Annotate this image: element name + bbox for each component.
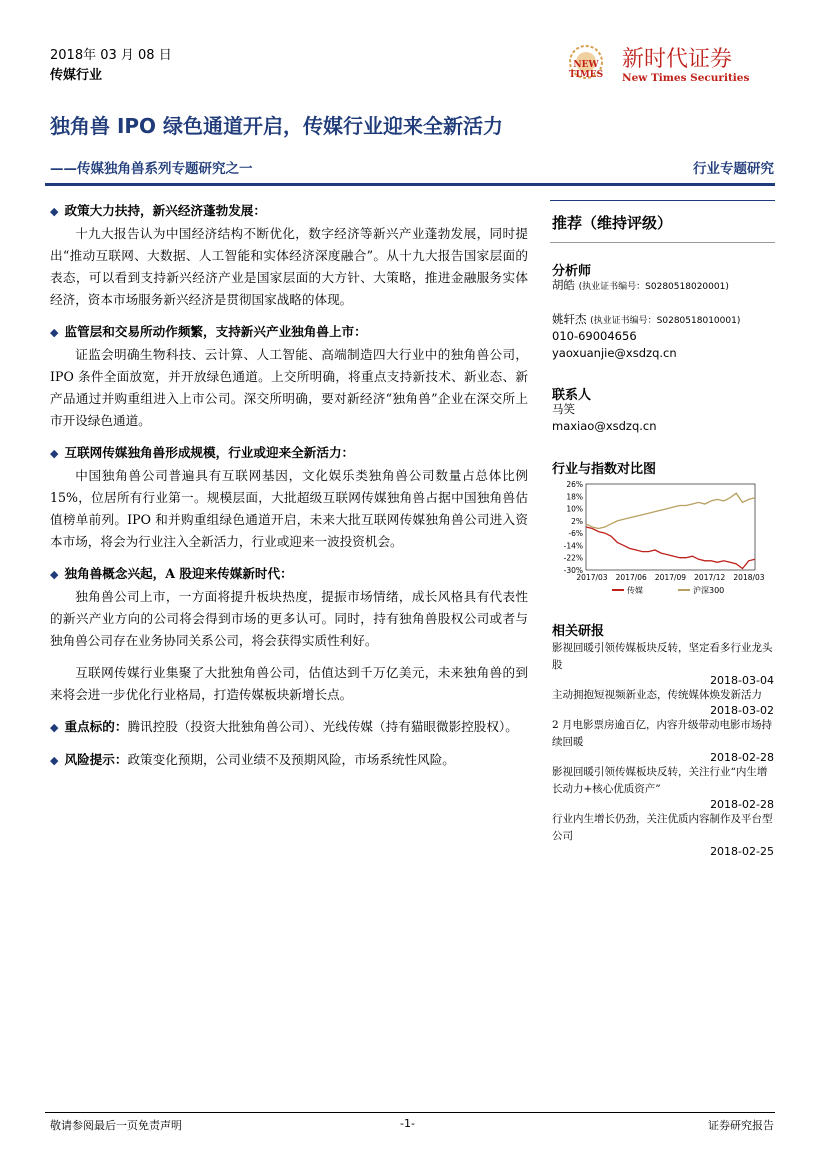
footer-disclaimer[interactable]: 敬请参阅最后一页免责声明 <box>50 1119 182 1132</box>
key-targets-label: 重点标的： <box>64 719 128 734</box>
related-item[interactable] <box>552 764 774 811</box>
section-paragraph: 十九大报告认为中国经济结构不断优化，数字经济等新兴产业蓬勃发展，同时提出“推动互联网、大数据、人工智能和实体经济深度融合”。从十九大报告国家层面的表态，可以看到支持新兴经济产业是国家层面的大方针、大策略，推进金融服务实体经济，资本市场服务新兴经济是贯彻国家战略的体现。 <box>50 226 528 307</box>
x-tick-label: 2017/12 <box>694 573 726 582</box>
x-tick-label: 2017/03 <box>576 573 608 582</box>
logo-en-name: New Times Securities <box>622 72 750 84</box>
related-title[interactable]: 影视回暖引领传媒板块反转，关注行业“内生增长动力+核心优质资产” <box>552 766 768 795</box>
x-tick-label: 2017/09 <box>654 573 687 582</box>
section-unicorn-concept <box>50 563 528 706</box>
page-number: -1- <box>400 1117 415 1130</box>
diamond-bullet-icon: ◆ <box>50 754 59 767</box>
risk-text: 政策变化预期，公司业绩不及预期风险，市场系统性风险。 <box>127 752 455 767</box>
y-tick-label: 26% <box>566 480 583 489</box>
legend-label: 沪深300 <box>693 586 725 595</box>
related-item[interactable] <box>552 687 774 717</box>
company-logo <box>556 40 776 90</box>
section-regulation <box>50 321 528 432</box>
logo-mark-text: NEW TIMES <box>568 60 604 80</box>
section-paragraph: 独角兽公司上市，一方面将提升板块热度，提振市场情绪，成长风格具有代表性的新兴产业方向的公司将会得到市场的更多认可。同时，持有独角兽股权公司或者与独角兽公司存在业务协同关系公司，将会获得实质性利好。 <box>50 589 528 648</box>
section-paragraph: 证监会明确生物科技、云计算、人工智能、高端制造四大行业中的独角兽公司，IPO 条件全面放宽，并开放绿色通道。上交所明确，将重点支持新技术、新业态、新产品通过并购重组进入上市公司。深交所明确，要对新经济“独角兽”企业在深交所上市开设绿色通道。 <box>50 347 528 428</box>
section-paragraph: 互联网传媒行业集聚了大批独角兽公司，估值达到千万亿美元，未来独角兽的到来将会进一步优化行业格局，打造传媒板块新增长点。 <box>50 665 528 702</box>
series-line-0 <box>586 527 755 569</box>
related-date: 2018-02-28 <box>710 751 774 764</box>
section-paragraph: 中国独角兽公司普遍具有互联网基因，文化娱乐类独角兽公司数量占总体比例 15%，位居所有行业第一。规模层面，大批超级互联网传媒独角兽占据中国独角兽估值榜单前列。IPO 和并购重组绿色通道开启，未来大批互联网传媒独角兽公司进入资本市场，将会为行业注入全新活力，行业或迎来一波投资机会。 <box>50 468 528 549</box>
related-title[interactable]: 影视回暖引领传媒板块反转，坚定看多行业龙头股 <box>552 642 773 671</box>
legend-label: 传媒 <box>627 586 643 595</box>
analyst-name: 姚轩杰 <box>552 312 587 326</box>
related-reports <box>552 640 774 858</box>
analyst-phone: 010-69004656 <box>552 329 637 343</box>
related-heading: 相关研报 <box>552 624 605 639</box>
related-item[interactable] <box>552 811 774 858</box>
logo-cn-name: 新时代证券 <box>622 47 733 72</box>
related-title[interactable]: 行业内生增长仍劲，关注优质内容制作及平台型公司 <box>552 813 773 842</box>
plot-frame <box>586 484 755 570</box>
section-heading: 监管层和交易所动作频繁，支持新兴产业独角兽上市： <box>64 324 367 339</box>
sidebar-top-rule <box>550 200 775 201</box>
footer-rule <box>45 1112 775 1113</box>
report-type: 行业专题研究 <box>693 161 774 177</box>
related-title[interactable]: 主动拥抱短视频新业态，传统媒体焕发新活力 <box>552 689 762 701</box>
key-targets <box>50 716 528 739</box>
section-policy <box>50 200 528 311</box>
analyst-cert: (执业证书编号：S0280518010001) <box>590 316 741 326</box>
y-tick-label: 18% <box>566 492 583 502</box>
title-divider <box>45 183 775 186</box>
related-date: 2018-03-02 <box>710 704 774 717</box>
report-date: 2018年 03 月 08 日 <box>50 48 172 63</box>
related-item[interactable] <box>552 640 774 687</box>
risk-warning <box>50 749 528 772</box>
industry-label: 传媒行业 <box>50 68 103 83</box>
diamond-bullet-icon: ◆ <box>50 326 59 339</box>
contact-name: 马笑 <box>552 402 575 416</box>
footer-report-label: 证券研究报告 <box>708 1119 774 1132</box>
x-tick-label: 2018/03 <box>733 573 765 582</box>
series-line-1 <box>586 493 755 528</box>
y-tick-label: -30% <box>563 566 583 575</box>
industry-index-chart <box>550 478 775 598</box>
analyst-name: 胡皓 <box>552 278 575 292</box>
x-tick-label: 2017/06 <box>615 573 647 582</box>
contact-email[interactable]: maxiao@xsdzq.cn <box>552 419 657 433</box>
main-content <box>50 200 528 772</box>
y-tick-label: 10% <box>566 504 583 514</box>
y-tick-label: -6% <box>568 529 583 539</box>
diamond-bullet-icon: ◆ <box>50 568 59 581</box>
y-tick-label: 2% <box>571 516 583 526</box>
diamond-bullet-icon: ◆ <box>50 205 59 218</box>
diamond-bullet-icon: ◆ <box>50 721 59 734</box>
key-targets-text: 腾讯控股（投资大批独角兽公司）、光线传媒（持有猫眼微影控股权）。 <box>127 719 518 734</box>
risk-label: 风险提示： <box>64 752 128 767</box>
related-date: 2018-03-04 <box>710 674 774 687</box>
section-heading: 政策大力扶持，新兴经济蓬勃发展： <box>64 203 266 218</box>
y-tick-label: -14% <box>563 541 583 551</box>
analyst-1 <box>552 277 729 296</box>
analyst-heading: 分析师 <box>552 264 592 279</box>
analyst-email[interactable]: yaoxuanjie@xsdzq.cn <box>552 346 677 360</box>
analyst-cert: (执业证书编号：S0280518020001) <box>578 282 729 292</box>
y-tick-label: -22% <box>563 553 583 563</box>
diamond-bullet-icon: ◆ <box>50 447 59 460</box>
contact-heading: 联系人 <box>552 388 592 403</box>
rating-rule <box>550 242 775 243</box>
related-date: 2018-02-25 <box>710 845 774 858</box>
report-subtitle: ——传媒独角兽系列专题研究之一 <box>50 161 253 177</box>
rating: 推荐（维持评级） <box>552 214 673 232</box>
related-title[interactable]: 2 月电影票房逾百亿，内容升级带动电影市场持续回暖 <box>552 719 773 748</box>
related-item[interactable] <box>552 717 774 764</box>
section-heading: 独角兽概念兴起，A 股迎来传媒新时代： <box>64 566 293 581</box>
related-date: 2018-02-28 <box>710 798 774 811</box>
report-title: 独角兽 IPO 绿色通道开启，传媒行业迎来全新活力 <box>50 114 504 138</box>
section-heading: 互联网传媒独角兽形成规模，行业或迎来全新活力： <box>64 445 355 460</box>
section-internet-media <box>50 442 528 553</box>
chart-heading: 行业与指数对比图 <box>552 462 657 477</box>
